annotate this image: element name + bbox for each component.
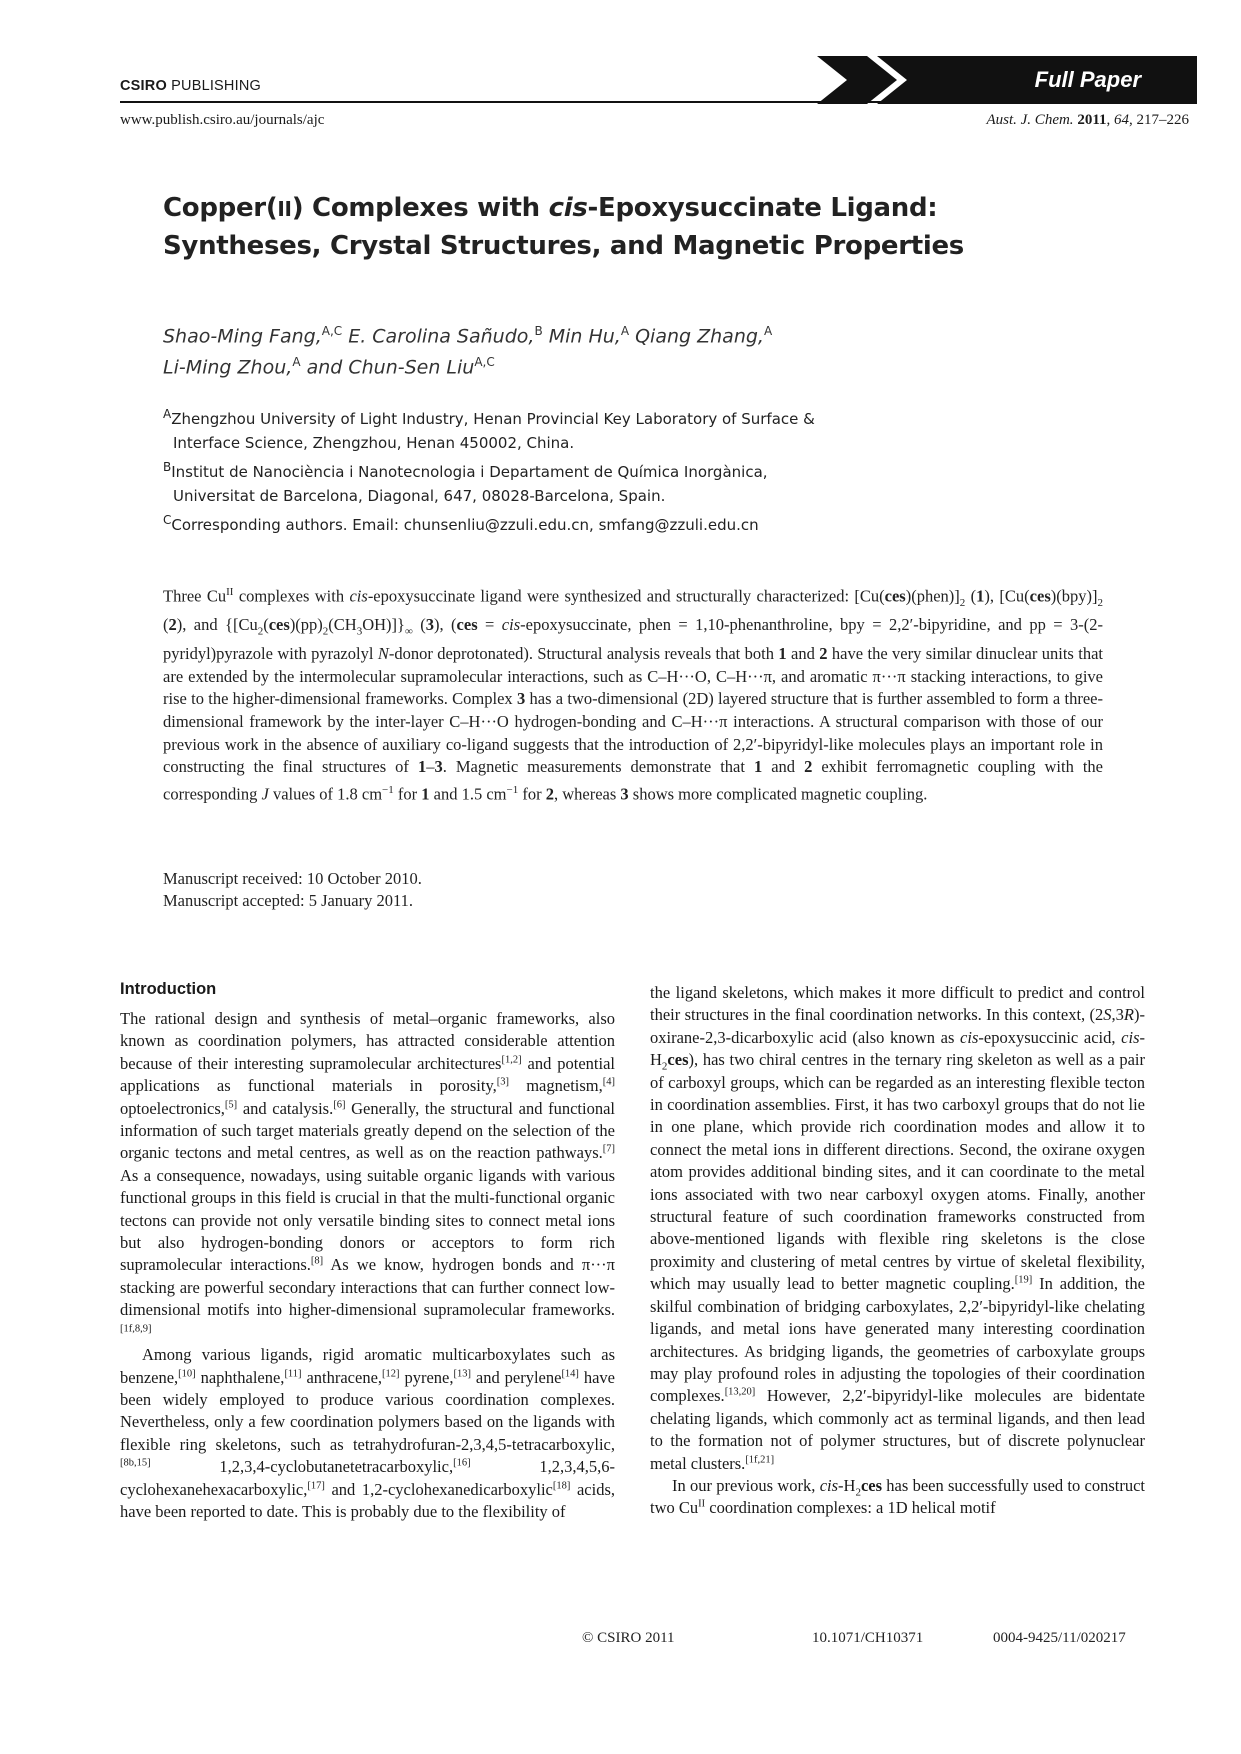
journal-url[interactable]: www.publish.csiro.au/journals/ajc bbox=[120, 112, 325, 128]
intro-paragraph-2: Among various ligands, rigid aromatic multicarboxylates such as benzene,[10] naphthalene,[11] anthracene,[12] pyrene,[13] and perylene[14] have been widely employed to produce various coordination complexes. Nevertheless, only a few coordination polymers based on the ligands with flexible ring skeletons, such as tetrahydrofuran-2,3,4,5-tetracarboxylic,[8b,15] 1,2,3,4-cyclobutanetetracarboxylic,[16] 1,2,3,4,5,6-cyclohexanehexacarboxylic,[17] and 1,2-cyclohexanedicarboxylic[18] acids, have been reported to date. This is probably due to the flexibility of bbox=[120, 1345, 615, 1521]
manuscript-dates bbox=[163, 868, 422, 912]
intro-paragraph-4: In our previous work, cis-$H_2ces$ has been successfully used to construct two $Cu^{II}$ coordination complexes: a 1D helical motif bbox=[650, 1475, 1145, 1518]
affiliation-a: $^A$Zhengzhou University of Light Industry, Henan Provincial Key Laboratory of Surface & bbox=[163, 407, 815, 428]
paper-type-label: Full Paper bbox=[1034, 67, 1141, 92]
paper-type-banner bbox=[817, 56, 1197, 104]
journal-citation: Aust. J. Chem. 2011, 64, 217–226 bbox=[986, 112, 1189, 128]
publisher-name: CSIRO PUBLISHING bbox=[120, 78, 261, 94]
affiliations bbox=[163, 402, 1063, 537]
title-line-1: Copper(II) Complexes with cis-Epoxysuccinate Ligand: bbox=[163, 193, 938, 223]
abstract: Three $Cu^{II}$ complexes with cis-epoxysuccinate ligand were synthesized and structurally characterized: $[Cu(ces)(phen)]_2$ (1), $[Cu(ces)(bpy)]_2$ (2), and $\{[Cu_2(ces)(pp)_2(CH_3OH)]\}_\infty$ (3), (ces = cis-epoxysuccinate, phen = 1,10-phenanthroline, bpy = 2,2′-bipyridine, and pp = 3-(2-pyridyl)pyrazole with pyrazolyl N-donor deprotonated). Structural analysis reveals that both 1 and 2 have the very similar dinuclear units that are extended by the intermolecular supramolecular interactions, such as C–H···O, C–H···π, and aromatic π···π stacking interactions, to give rise to the higher-dimensional frameworks. Complex 3 has a two-dimensional (2D) layered structure that is further assembled to form a three-dimensional framework by the inter-layer C–H···O hydrogen-bonding and C–H···π interactions. A structural comparison with those of our previous work in the absence of auxiliary co-ligand suggests that the introduction of 2,2′-bipyridyl-like molecules plays an important role in constructing the final structures of 1–3. Magnetic measurements demonstrate that 1 and 2 exhibit ferromagnetic coupling with the corresponding J values of 1.8 $cm^{-1}$ for 1 and 1.5 $cm^{-1}$ for 2, whereas 3 shows more complicated magnetic coupling. bbox=[163, 586, 1103, 804]
section-heading-introduction: Introduction bbox=[120, 980, 217, 998]
footer-doi[interactable]: 10.1071/CH10371 bbox=[812, 1630, 924, 1646]
header-rule bbox=[120, 101, 1196, 103]
author-list bbox=[163, 318, 1063, 381]
affiliation-b-cont: Universitat de Barcelona, Diagonal, 647, 08028-Barcelona, Spain. bbox=[173, 487, 666, 505]
body-column-left bbox=[120, 1008, 615, 1523]
intro-paragraph-3: the ligand skeletons, which makes it more difficult to predict and control their structures in the final coordination networks. In this context, (2S,3R)-oxirane-2,3-dicarboxylic acid (also known as cis-epoxysuccinic acid, cis-$H_2ces$), has two chiral centres in the ternary ring skeleton as well as a pair of carboxyl groups, which can be regarded as an interesting flexible tecton in coordination assemblies. First, it has two carboxyl groups that do not lie in one plane, which provide rich coordination modes and allow it to connect the metal ions in different directions. Second, the oxirane oxygen atom provides additional binding sites, and it can coordinate to the metal ions associated with two near carboxyl oxygen atoms. Finally, another structural feature of such coordination frameworks constructed from above-mentioned ligands with flexible ring skeletons is the close proximity and clustering of metal centres by virtue of skeletal flexibility, which may usually lead to better magnetic coupling.[19] In addition, the skilful combination of bridging carboxylates, 2,2′-bipyridyl-like chelating ligands, and metal ions have generated many interesting coordination architectures. As bridging ligands, the geometries of carboxylate groups may play profound roles in adjusting the topologies of their coordination complexes.[13,20] However, 2,2′-bipyridyl-like molecules are bidentate chelating ligands, which commonly act as terminal ligands, and then lead to the formation not of polymer structures, but of discrete polynuclear metal clusters.[1f,21] bbox=[650, 983, 1146, 1473]
intro-paragraph-1: The rational design and synthesis of metal–organic frameworks, also known as coordination polymers, has attracted considerable attention because of their interesting supramolecular architectures[1,2] and potential applications as functional materials in porosity,[3] magnetism,[4] optoelectronics,[5] and catalysis.[6] Generally, the structural and functional information of such target materials greatly depend on the selection of the organic tectons and metal centres, as well as on the reaction pathways.[7] As a consequence, nowadays, using suitable organic ligands with various functional groups in this field is crucial in that the multi-functional organic tectons can provide not only versatile binding sites to connect metal ions but also hydrogen-bonding donors or acceptors to form rich supramolecular interactions.[8] As we know, hydrogen bonds and π···π stacking are powerful secondary interactions that can further connect low-dimensional motifs into higher-dimensional supramolecular frameworks.[1f,8,9] bbox=[120, 1009, 616, 1335]
article-title bbox=[163, 190, 1083, 265]
authors-line-2: Li-Ming Zhou,$^A$ and Chun-Sen Liu$^{A,C}$ bbox=[163, 355, 495, 379]
received-date: Manuscript received: 10 October 2010. bbox=[163, 869, 422, 888]
affiliation-c: $^C$Corresponding authors. Email: chunsenliu@zzuli.edu.cn, smfang@zzuli.edu.cn bbox=[163, 513, 759, 534]
affiliation-a-cont: Interface Science, Zhengzhou, Henan 450002, China. bbox=[173, 434, 575, 452]
footer-issn: 0004-9425/11/020217 bbox=[993, 1630, 1126, 1646]
authors-line-1: Shao-Ming Fang,$^{A,C}$ E. Carolina Sañudo,$^B$ Min Hu,$^A$ Qiang Zhang,$^A$ bbox=[163, 324, 773, 348]
footer-copyright: © CSIRO 2011 bbox=[582, 1630, 675, 1646]
title-line-2: Syntheses, Crystal Structures, and Magnetic Properties bbox=[163, 231, 964, 261]
affiliation-b: $^B$Institut de Nanociència i Nanotecnologia i Departament de Química Inorgànica, bbox=[163, 460, 768, 481]
body-column-right bbox=[650, 982, 1145, 1520]
accepted-date: Manuscript accepted: 5 January 2011. bbox=[163, 891, 414, 910]
